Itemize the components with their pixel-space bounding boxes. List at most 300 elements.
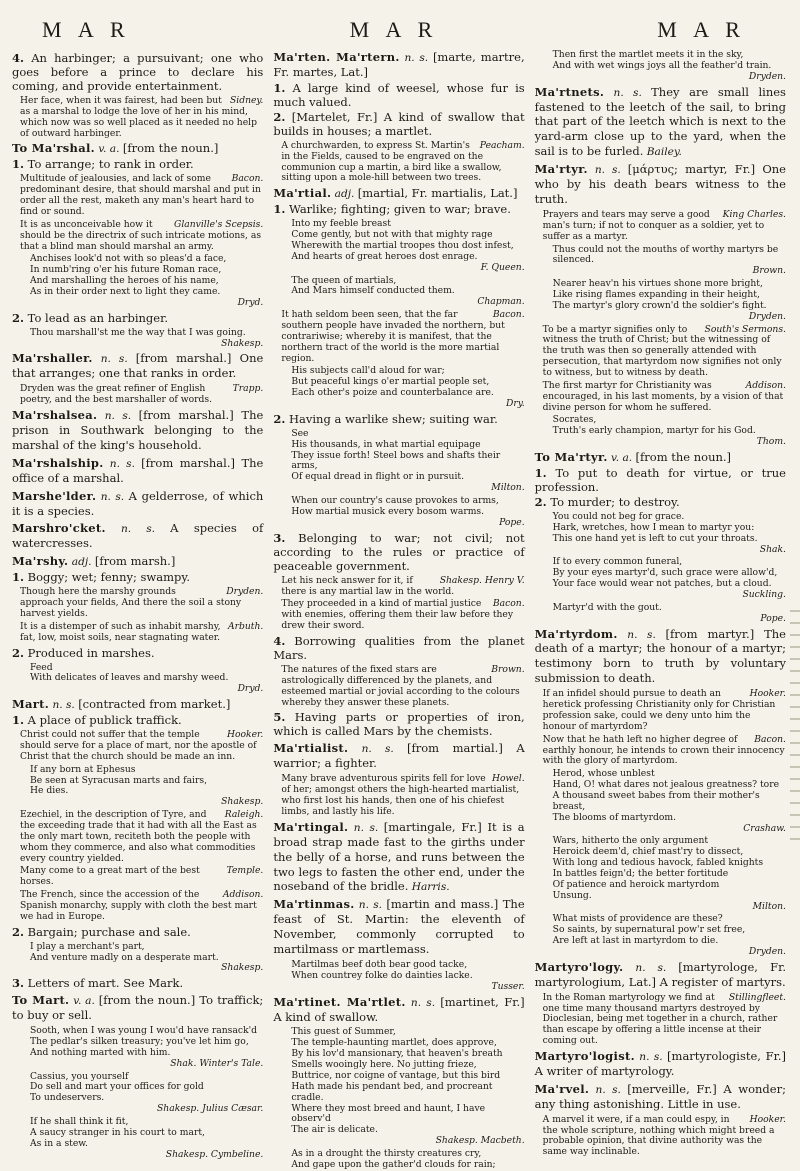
verse-line: Each other's poize and counterbalance are. <box>291 387 494 399</box>
citation-text: Prayers and tears may serve a good man's turn; if not to conquer as a soldier, yet to suffer as a martyr. <box>542 208 765 242</box>
dictionary-entry <box>12 408 263 453</box>
citation-source: Milton. <box>491 482 525 494</box>
verse-quote <box>30 663 263 696</box>
citation-quote <box>20 220 263 253</box>
verse-quote <box>30 942 263 975</box>
part-of-speech: n. s. <box>100 490 125 503</box>
dictionary-entry <box>273 995 524 1025</box>
sense-number: 1. <box>12 713 25 728</box>
verse-line: The queen of martials, <box>291 274 397 286</box>
sense <box>12 925 263 939</box>
sense <box>12 311 263 325</box>
citation-quote <box>281 599 524 632</box>
part-of-speech: v. a. <box>73 995 95 1008</box>
citation-source: Pope. <box>499 516 525 528</box>
citation-source: F. Queen. <box>480 261 525 273</box>
dictionary-entry <box>273 897 524 957</box>
dictionary-entry <box>12 925 263 939</box>
definition: [from marsh.] <box>94 554 176 569</box>
citation-quote <box>281 576 524 598</box>
citation-source: Milton. <box>752 900 786 912</box>
dictionary-entry <box>12 554 263 584</box>
citation-text: If an infidel should pursue to death an heretick professing Christianity only for Christian profession sake, could we deny unto him the honour of martyrdom? <box>542 688 776 732</box>
citation-source: Bacon. <box>492 598 525 610</box>
citation-text: It hath seldom been seen, that the far southern people have invaded the northern, but contrariwise; whereby it is manifest, that the northern tract of the world is the more martial region. <box>281 309 505 364</box>
headword: Ma'rshy. <box>12 554 69 569</box>
sense-number: 3. <box>273 530 286 545</box>
verse-line: The temple-haunting martlet, does approve, <box>291 1037 497 1049</box>
part-of-speech: n. s. <box>361 743 394 756</box>
headword: To Ma'rtyr. <box>534 450 608 464</box>
citation-source: Sidney. <box>229 95 264 107</box>
sense <box>535 495 786 509</box>
citation-source: Dry. <box>506 398 525 410</box>
citation-text: Now that he hath left no higher degree of earthly honour, he intends to crown their innocency with the glory of martyrdom. <box>542 733 785 767</box>
verse-line: Hark, wretches, how I mean to martyr you: <box>552 521 755 533</box>
dictionary-entry <box>273 186 524 216</box>
citation-text: To be a martyr signifies only to witness the truth of Christ; but the witnessing of the truth was then so generally attended with persecution, that martyrdom now signifies not only to witness, but to witness by death. <box>542 323 782 378</box>
verse-line: When countrey folke do dainties lacke. <box>291 969 473 981</box>
sense-number: 2. <box>273 109 286 124</box>
dictionary-entry <box>273 710 524 738</box>
verse-line: Your face would wear not patches, but a cloud. <box>552 578 772 590</box>
sense-text: Borrowing qualities from the planet Mars. <box>273 633 525 662</box>
citation-text: The natures of the fixed stars are astrologically differenced by the planets, and esteemed martial or jovial according to the colours whereby they answer these planets. <box>281 664 520 708</box>
verse-line: Are left at last in martyrdom to die. <box>552 935 719 947</box>
dictionary-entry <box>535 627 786 687</box>
citation-quote <box>20 384 263 406</box>
citation-source: Arbuth. <box>227 620 264 632</box>
dictionary-entry <box>273 820 524 895</box>
verse-line: And Mars himself conducted them. <box>291 285 455 297</box>
dictionary-entry <box>535 1049 786 1079</box>
part-of-speech: n. s. <box>635 961 667 974</box>
verse-line: Hand, O! what dares not jealous greatness? tore <box>552 779 780 791</box>
definition: [marte, martre, Fr. martes, Lat.] <box>273 50 525 79</box>
verse-quote <box>553 914 786 957</box>
verse-line: As in a stew. <box>30 1137 88 1149</box>
verse-quote <box>553 512 786 555</box>
verse-quote <box>30 254 263 308</box>
part-of-speech: n. s. <box>594 164 621 177</box>
verse-line: This one hand yet is left to cut your throats. <box>552 532 758 544</box>
dictionary-entry <box>12 646 263 660</box>
definition: [martyrologiste, Fr.] A writer of martyrology. <box>534 1049 786 1078</box>
verse-line: And marshalling the heroes of his name, <box>30 275 219 287</box>
citation-source: Addison. <box>745 379 786 391</box>
citation-quote <box>281 141 524 184</box>
verse-line: If any born at Ephesus <box>30 763 136 775</box>
verse-line: Of equal dread in flight or in pursuit. <box>291 471 464 483</box>
verse-line: How martial musick every bosom warms. <box>291 505 485 517</box>
verse-line: Thus could not the mouths of worthy martyrs be silenced. <box>552 243 779 266</box>
verse-line: And gape upon the gather'd clouds for rain; <box>291 1158 496 1170</box>
sense <box>12 713 263 727</box>
verse-line: And venture madly on a desperate mart. <box>30 951 219 963</box>
sense-number: 1. <box>273 202 286 217</box>
part-of-speech: n. s. <box>639 1051 663 1064</box>
definition-source: Harris. <box>411 881 450 894</box>
sense-number: 1. <box>273 80 286 95</box>
sense-text: Having parts or properties of iron, which is called Mars by the chemists. <box>273 710 525 739</box>
verse-line: The pedlar's silken treasury; you've let him go, <box>30 1036 249 1048</box>
citation-source: Dryden. <box>748 70 786 82</box>
verse-line: The blooms of martyrdom. <box>552 811 677 823</box>
citation-source: Raleigh. <box>224 809 264 821</box>
sense-number: 1. <box>12 157 25 172</box>
citation-source: Shakesp. <box>221 337 264 349</box>
citation-source: Hooker. <box>749 688 786 700</box>
verse-line: If he shall think it fit, <box>30 1116 129 1128</box>
running-head <box>12 10 786 50</box>
verse-line: Hath made his pendant bed, and procreant cradle. <box>291 1080 493 1103</box>
citation-quote <box>543 993 786 1047</box>
text-columns <box>12 49 786 1170</box>
citation-source: Pope. <box>760 612 786 624</box>
dictionary-entry <box>12 51 263 93</box>
verse-line: As in their order next to light they came. <box>30 286 221 298</box>
sense-number: 3. <box>12 976 25 991</box>
verse-line: Then first the martlet meets it in the sky, <box>552 49 744 60</box>
citation-source: Bacon. <box>754 733 786 745</box>
sense-text: A large kind of weesel, whose fur is much valued. <box>273 80 525 109</box>
column-left <box>12 50 264 1160</box>
sense-text: Having a warlike shew; suiting war. <box>289 411 498 426</box>
sense <box>535 466 786 494</box>
definition: [from marshal.] The office of a marshal. <box>12 455 264 485</box>
citation-source: Dryden. <box>748 310 786 322</box>
dictionary-entry <box>12 521 263 551</box>
part-of-speech: n. s. <box>120 523 156 536</box>
headword: Ma'rtial. <box>273 186 332 201</box>
dictionary-entry <box>535 85 786 160</box>
citation-text: In the Roman martyrology we find at one time many thousand martyrs destroyed by Dioclesian, being met together in a church, rather than escape by offering a little incense at their coming out. <box>542 991 778 1047</box>
citation-quote <box>20 622 263 644</box>
citation-source: Temple. <box>226 865 264 877</box>
sense <box>12 51 263 93</box>
sense-text: To lead as an harbinger. <box>27 310 168 325</box>
sense <box>273 531 524 573</box>
headword: Martyro'logy. <box>534 959 624 974</box>
citation-quote <box>20 866 263 888</box>
dictionary-entry <box>12 993 263 1023</box>
sense-number: 5. <box>273 710 286 725</box>
dictionary-entry <box>273 531 524 573</box>
citation-source: Brown. <box>752 265 786 277</box>
sense-number: 1. <box>12 570 25 585</box>
verse-line: What mists of providence are these? <box>552 913 723 925</box>
verse-line: I play a merchant's part, <box>30 940 145 952</box>
headword: Marshe'lder. <box>12 488 97 503</box>
definition: [from the noun.] <box>635 450 732 464</box>
verse-line: So saints, by supernatural pow'r set free, <box>552 924 746 936</box>
citation-source: Thom. <box>756 436 786 448</box>
headword: Ma'rvel. <box>534 1081 590 1096</box>
dictionary-entry <box>12 697 263 727</box>
definition: [merveille, Fr.] A wonder; any thing astonishing. Little in use. <box>534 1081 786 1111</box>
part-of-speech: v. a. <box>611 452 633 464</box>
part-of-speech: v. a. <box>98 143 120 156</box>
verse-line: Do sell and mart your offices for gold <box>30 1081 204 1093</box>
verse-line: Into my feeble breast <box>291 218 391 230</box>
verse-line: Where they most breed and haunt, I have observ'd <box>291 1102 486 1125</box>
definition: [martyrologe, Fr. martyrologium, Lat.] A register of martyrs. <box>534 959 786 989</box>
verse-quote <box>291 429 524 494</box>
citation-text: Though here the marshy grounds approach your fields, And there the soil a stony harvest yields. <box>20 586 242 619</box>
sense-text: [Martelet, Fr.] A kind of swallow that builds in houses; a martlet. <box>273 109 525 138</box>
citation-source: Crashaw. <box>743 822 786 834</box>
sense <box>12 157 263 171</box>
running-head-left: M A R <box>42 17 131 42</box>
citation-source: King Charles. <box>722 208 786 220</box>
citation-source: Bacon. <box>231 173 264 185</box>
sense-text: Produced in marshes. <box>27 645 155 660</box>
verse-quote <box>553 557 786 600</box>
citation-text: It is as unconceivable how it should be the directrix of such intricate motions, as that a blind man should marshal an army. <box>20 218 262 252</box>
dictionary-entry <box>12 489 263 519</box>
citation-source: Hooker. <box>226 729 264 741</box>
verse-line: Come gently, but not with that mighty rage <box>291 229 493 241</box>
running-head-center: M A R <box>349 17 439 42</box>
citation-source: Suckling. <box>742 588 786 600</box>
dictionary-entry <box>273 634 524 662</box>
verse-quote <box>291 1149 524 1171</box>
citation-quote <box>20 587 263 620</box>
citation-source: Peacham. <box>479 139 525 151</box>
citation-text: A marvel it were, if a man could espy, in the whole scripture, nothing which might breed a probable opinion, that divine authority was the same way inclinable. <box>542 1113 775 1158</box>
citation-quote <box>281 310 524 364</box>
verse-quote <box>553 50 786 83</box>
sense <box>12 646 263 660</box>
citation-source: Addison. <box>222 889 264 901</box>
sense-number: 4. <box>12 51 25 65</box>
part-of-speech: n. s. <box>100 353 128 366</box>
margin-decoration <box>790 600 800 1070</box>
column-right <box>534 49 786 1158</box>
headword: Ma'rtingal. <box>273 819 349 834</box>
verse-quote <box>291 1027 524 1146</box>
definition: [from the noun.] <box>122 141 219 156</box>
verse-quote <box>553 836 786 912</box>
verse-line: This guest of Summer, <box>291 1026 396 1038</box>
citation-text: Her face, when it was fairest, had been but as a marshal to lodge the love of her in his mind, which now was so well placed as it needed no help of outward harbinger. <box>20 95 257 139</box>
sense-number: 4. <box>273 633 286 648</box>
citation-text: The French, since the accession of the Spanish monarchy, supply with cloth the best mart we had in Europe. <box>20 889 257 922</box>
citation-quote <box>543 325 786 379</box>
verse-line: He dies. <box>30 785 69 797</box>
definition: [from marshal.] The prison in Southwark belonging to the marshal of the king's household. <box>12 408 264 452</box>
citation-source: Bacon. <box>492 309 525 321</box>
dictionary-entry <box>273 412 524 426</box>
verse-line: Heroick deem'd, chief mast'ry to dissect, <box>552 846 744 858</box>
verse-line: The air is delicate. <box>291 1124 378 1136</box>
sense-number: 2. <box>12 310 25 325</box>
part-of-speech: n. s. <box>613 86 642 99</box>
sense-text: Belonging to war; not civil; not according to the rules or practice of peaceable government. <box>273 530 525 573</box>
verse-line: A saucy stranger in his court to mart, <box>30 1126 205 1138</box>
part-of-speech: n. s. <box>109 457 135 470</box>
citation-source: Chapman. <box>477 296 525 308</box>
definition-source: Bailey. <box>646 146 682 159</box>
headword: Marshro'cket. <box>12 521 106 536</box>
sense-text: To put to death for virtue, or true profession. <box>534 465 786 494</box>
verse-line: Cassius, you yourself <box>30 1070 129 1082</box>
verse-line: Buttrice, nor coigne of vantage, but this bird <box>291 1069 501 1081</box>
definition: A species of watercresses. <box>12 521 264 551</box>
citation-quote <box>281 665 524 708</box>
sense-number: 2. <box>273 411 286 426</box>
verse-line: With long and tedious havock, fabled knights <box>552 857 764 869</box>
verse-quote <box>553 279 786 322</box>
citation-source: Shakesp. <box>221 962 264 974</box>
verse-line: By his lov'd mansionary, that heaven's breath <box>291 1048 503 1060</box>
verse-line: See <box>291 427 309 439</box>
verse-line: When our country's cause provokes to arms, <box>291 495 499 507</box>
citation-text: Christ could not suffer that the temple should serve for a place of mart, nor the apostle of Christ that the church should be made an inn. <box>20 729 257 762</box>
sense-number: 2. <box>12 645 25 660</box>
citation-source: South's Sermons. <box>704 323 786 335</box>
verse-quote <box>291 219 524 273</box>
verse-line: Like rising flames expanding in their height, <box>552 288 760 300</box>
verse-quote <box>30 328 263 350</box>
verse-line: Wars, hitherto the only argument <box>552 835 709 847</box>
verse-quote <box>553 603 786 625</box>
citation-quote <box>543 735 786 768</box>
definition: [μάρτυς; martyr, Fr.] One who by his death bears witness to the truth. <box>534 162 786 207</box>
part-of-speech: n. s. <box>52 699 75 712</box>
headword: Martyro'logist. <box>534 1049 635 1064</box>
part-of-speech: n. s. <box>595 1083 621 1096</box>
headword: Ma'rtnets. <box>534 84 605 99</box>
verse-line: Thou marshall'st me the way that I was going. <box>30 326 246 338</box>
definition: [from marshal.] One that arranges; one that ranks in order. <box>12 351 264 381</box>
citation-source: Dryden. <box>748 946 786 958</box>
verse-line: But peaceful kings o'er martial people set, <box>291 376 490 388</box>
sense <box>273 710 524 738</box>
verse-line: And hearts of great heroes dost enrage. <box>291 250 478 262</box>
part-of-speech: n. s. <box>353 821 379 834</box>
verse-line: Feed <box>30 661 53 673</box>
citation-text: Let his neck answer for it, if there is any martial law in the world. <box>281 574 455 597</box>
citation-source: Dryd. <box>237 683 264 695</box>
citation-quote <box>543 210 786 243</box>
verse-line: And nothing marted with him. <box>30 1046 171 1058</box>
citation-source: Howel. <box>491 773 525 785</box>
verse-line: And with wet wings joys all the feather'd train. <box>552 59 772 71</box>
citation-quote <box>543 1115 786 1158</box>
citation-text: Multitude of jealousies, and lack of some predominant desire, that should marshal and put in order all the rest, maketh any man's heart hard to find or sound. <box>20 173 261 217</box>
headword: Ma'rtinet. Ma'rtlet. <box>273 994 406 1009</box>
sense <box>12 976 263 990</box>
verse-line: Nearer heav'n his virtues shone more bright, <box>552 278 763 290</box>
headword: Ma'rshalship. <box>12 455 104 470</box>
definition: [martingale, Fr.] It is a broad strap made fast to the girths under the belly of a horse, and runs between the two legs to fasten the other end, under the noseband of the bridle. <box>273 819 525 894</box>
verse-line: If to every common funeral, <box>552 556 683 568</box>
citation-quote <box>20 810 263 864</box>
verse-line: Wherewith the martial troopes thou dost infest, <box>291 240 514 251</box>
dictionary-entry <box>12 456 263 486</box>
citation-quote <box>281 774 524 817</box>
citation-source: Shakesp. Cymbeline. <box>165 1148 264 1160</box>
citation-quote <box>543 381 786 414</box>
verse-line: Martilmas beef doth bear good tacke, <box>291 959 468 971</box>
sense <box>273 412 524 426</box>
sense <box>273 81 524 109</box>
citation-source: Trapp. <box>232 383 264 395</box>
citation-text: Many brave adventurous spirits fell for love of her; amongst others the high-hearted martialist, who first lost his hands, then one of his chiefest limbs, and lastly his life. <box>281 773 520 817</box>
verse-quote <box>553 769 786 834</box>
verse-quote <box>30 1072 263 1115</box>
verse-line: In battles feign'd; the better fortitude <box>552 868 729 879</box>
verse-line: Socrates, <box>552 414 597 426</box>
citation-source: Shakesp. Henry V. <box>439 574 525 586</box>
verse-line: The martyr's glory crown'd the soldier's fight. <box>552 299 767 311</box>
verse-line: Unsung. <box>552 889 592 901</box>
verse-quote <box>30 765 263 808</box>
verse-line: A thousand sweet babes from their mother's breast, <box>552 789 760 812</box>
definition: [from martial.] A warrior; a fighter. <box>273 741 525 771</box>
citation-source: Tusser. <box>491 980 525 992</box>
definition: They are small lines fastened to the leetch of the sail, to bring that part of the leetch which is next to the yard-arm close up to the yard, when the sail is to be furled. <box>534 84 786 159</box>
headword: Ma'rshaller. <box>12 351 93 366</box>
dictionary-entry <box>535 162 786 207</box>
sense-number: 2. <box>12 924 25 939</box>
citation-source: Shakesp. Macbeth. <box>435 1135 525 1147</box>
definition: [martinet, Fr.] A kind of swallow. <box>273 994 525 1024</box>
verse-line: By your eyes martyr'd, such grace were allow'd, <box>552 567 778 579</box>
citation-source: Shak. <box>759 543 786 555</box>
part-of-speech: adj. <box>334 188 355 201</box>
sense-text: A place of publick traffick. <box>27 713 182 728</box>
verse-line: You could not beg for grace. <box>552 510 685 522</box>
part-of-speech: adj. <box>71 556 92 569</box>
verse-quote <box>291 366 524 409</box>
dictionary-entry <box>12 351 263 381</box>
citation-source: Hooker. <box>749 1113 786 1125</box>
headword: Ma'rtyrdom. <box>534 626 618 641</box>
verse-line: His thousands, in what martial equipage <box>291 438 481 450</box>
citation-source: Dryden. <box>226 586 264 598</box>
verse-line: Sooth, when I was young I wou'd have ransack'd <box>30 1025 257 1037</box>
dictionary-entry <box>535 1082 786 1112</box>
sense-number: 1. <box>534 465 547 480</box>
sense-text: An harbinger; a pursuivant; one who goes before a prince to declare his coming, and provide entertainment. <box>12 51 264 94</box>
headword: Mart. <box>12 697 50 712</box>
citation-text: Ezechiel, in the description of Tyre, and the exceeding trade that it had with all the East as the only mart town, reciteth both the people with whom they commerce, and also what commodities every country yielded. <box>20 809 257 864</box>
citation-text: Dryden was the great refiner of English poetry, and the best marshaller of words. <box>20 383 213 406</box>
headword: To Ma'rshal. <box>12 141 95 156</box>
dictionary-entry <box>12 976 263 990</box>
verse-line: Anchises look'd not with so pleas'd a face, <box>30 253 227 265</box>
citation-text: A churchwarden, to express St. Martin's in the Fields, caused to be engraved on the communion cup a martin, a bird like a swallow, sitting upon a mole-hill between two trees. <box>281 139 502 184</box>
citation-text: Many come to a great mart of the best horses. <box>20 865 200 888</box>
headword: Ma'rtinmas. <box>273 897 355 912</box>
definition: A gelderrose, of which it is a species. <box>12 488 264 518</box>
citation-quote <box>20 174 263 217</box>
definition: [from the noun.] To traffick; to buy or sell. <box>12 993 264 1023</box>
sense-text: Bargain; purchase and sale. <box>27 924 191 939</box>
sense-text: Warlike; fighting; given to war; brave. <box>289 202 511 217</box>
sense-text: Boggy; wet; fenny; swampy. <box>27 570 190 585</box>
headword: Ma'rten. Ma'rtern. <box>273 50 400 64</box>
sense-text: Letters of mart. See Mark. <box>27 976 184 991</box>
verse-quote <box>291 496 524 529</box>
citation-quote <box>20 890 263 923</box>
citation-source: Shakesp. <box>221 796 264 808</box>
verse-line: With delicates of leaves and marshy weed. <box>30 672 229 684</box>
part-of-speech: n. s. <box>410 996 436 1009</box>
citation-source: Stillingfleet. <box>728 991 786 1003</box>
